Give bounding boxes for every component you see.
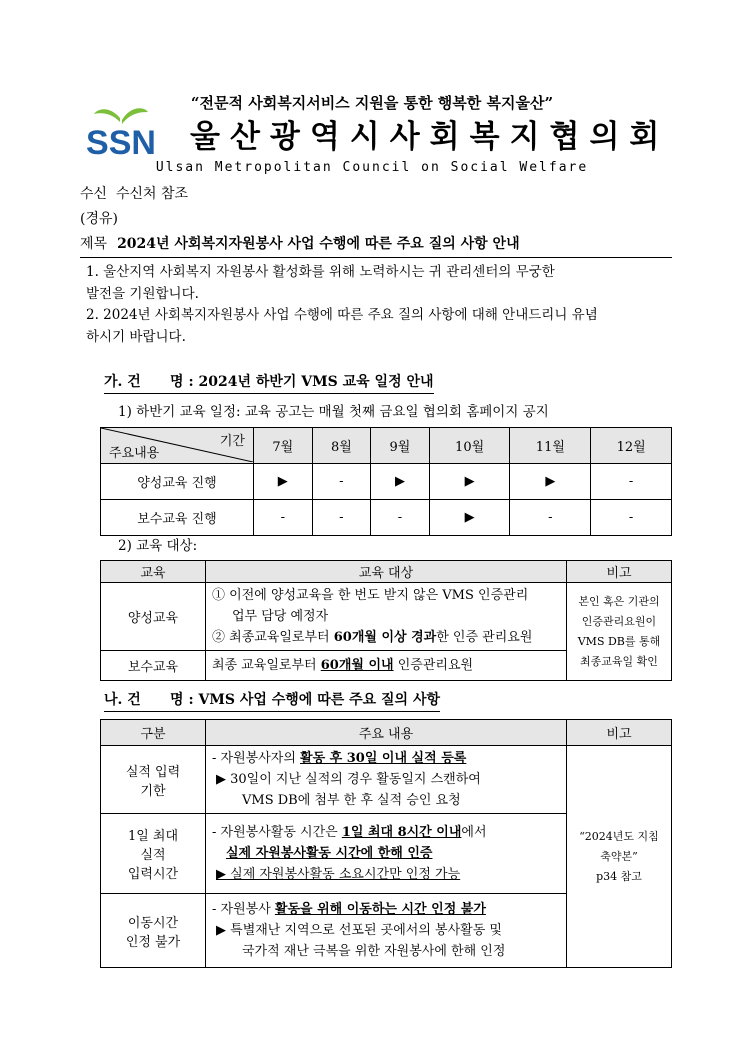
qa-row [101, 746, 672, 814]
schedule-row [101, 500, 672, 536]
section-a-sub1: 1) 하반기 교육 일정: 교육 공고는 매월 첫째 금요일 협의회 홈페이지 공지 [118, 404, 549, 420]
via-line: (경유) [80, 211, 118, 227]
schedule-cell: - [591, 464, 672, 500]
recipient-value: 수신처 참조 [115, 186, 189, 202]
logo-text: SSN [86, 124, 156, 160]
qa-row-label: 1일 최대 실적 입력시간 [101, 814, 206, 894]
target-header: 교육 [101, 561, 206, 583]
schedule-header-row [101, 428, 672, 464]
target-header: 비고 [567, 561, 672, 583]
paragraph-2-line-1: 2. 2024년 사회복지자원봉사 사업 수행에 따른 주요 질의 사항에 대해 안내드리니 유념 [86, 307, 598, 323]
target-line: ② 최종교육일로부터 60개월 이상 경과한 인증 관리요원 [212, 630, 533, 645]
target-line: ① 이전에 양성교육을 한 번도 받지 않은 VMS 인증관리 [212, 588, 529, 603]
qa-table [100, 719, 672, 968]
schedule-cell: - [371, 500, 430, 536]
month-header: 7월 [254, 428, 313, 464]
paragraph-1-line-2: 발전을 기원합니다. [86, 286, 199, 302]
target-row [101, 583, 672, 651]
target-header-row [101, 561, 672, 583]
corner-period: 기간 [219, 434, 245, 449]
schedule-row [101, 464, 672, 500]
schedule-cell: ▶ [429, 500, 510, 536]
target-table [100, 560, 672, 681]
month-header: 9월 [371, 428, 430, 464]
target-row-label: 보수교육 [101, 651, 206, 681]
month-header: 12월 [591, 428, 672, 464]
target-row-label: 양성교육 [101, 583, 206, 651]
qa-note: “2024년도 지침 축약본” p34 참고 [567, 746, 672, 968]
subject-label: 제목 [80, 236, 108, 252]
qa-header: 비고 [567, 720, 672, 746]
slogan: “전문적 사회복지서비스 지원을 통한 행복한 복지울산” [190, 94, 554, 112]
qa-header-row [101, 720, 672, 746]
paragraph-2 [86, 304, 672, 348]
schedule-cell: ▶ [371, 464, 430, 500]
org-name-en: Ulsan Metropolitan Council on Social Welfare [155, 160, 589, 175]
schedule-cell: ▶ [510, 464, 591, 500]
recipient-line [80, 183, 188, 203]
qa-row-label: 이동시간 인정 불가 [101, 894, 206, 968]
schedule-row-label: 보수교육 진행 [101, 500, 254, 536]
corner-content: 주요내용 [109, 446, 160, 461]
section-a-sub2: 2) 교육 대상: [118, 538, 198, 554]
org-name-ko: 울산광역시사회복지협의회 [190, 119, 670, 155]
qa-row-content: - 자원봉사 활동을 위해 이동하는 시간 인정 불가 ▶ 특별재난 지역으로 선포된 곳에서의 봉사활동 및 국가적 재난 극복을 위한 자원봉사에 한해 인정 [206, 894, 567, 968]
qa-header: 구분 [101, 720, 206, 746]
ssn-logo [80, 104, 162, 160]
qa-row-content: - 자원봉사자의 활동 후 30일 이내 실적 등록 ▶ 30일이 지난 실적의 경우 활동일지 스캔하여 VMS DB에 첨부 한 후 실적 승인 요청 [206, 746, 567, 814]
section-b-title: 나. 건 명 : VMS 사업 수행에 따른 주요 질의 사항 [104, 689, 440, 712]
paragraph-2-line-2: 하시기 바랍니다. [86, 329, 186, 345]
subject-text: 2024년 사회복지자원봉사 사업 수행에 따른 주요 질의 사항 안내 [117, 236, 520, 252]
month-header: 8월 [312, 428, 371, 464]
schedule-row-label: 양성교육 진행 [101, 464, 254, 500]
qa-row-label: 실적 입력 기한 [101, 746, 206, 814]
schedule-table [100, 427, 672, 536]
schedule-cell: - [510, 500, 591, 536]
qa-row-content: - 자원봉사활동 시간은 1일 최대 8시간 이내에서 실제 자원봉사활동 시간에 한해 인증 ▶ 실제 자원봉사활동 소요시간만 인정 가능 [206, 814, 567, 894]
schedule-cell: - [312, 464, 371, 500]
target-line: 업무 담당 예정자 [232, 609, 329, 624]
schedule-cell: - [312, 500, 371, 536]
month-header: 11월 [510, 428, 591, 464]
month-header: 10월 [429, 428, 510, 464]
paragraph-1-line-1: 1. 울산지역 사회복지 자원봉사 활성화를 위해 노력하시는 귀 관리센터의 무궁한 [86, 264, 555, 280]
target-row-content: 최종 교육일로부터 60개월 이내 인증관리요원 [206, 651, 567, 681]
qa-header: 주요 내용 [206, 720, 567, 746]
schedule-corner-cell [101, 428, 254, 464]
schedule-cell: - [254, 500, 313, 536]
subject-line [80, 233, 672, 258]
recipient-label: 수신 [80, 186, 108, 202]
schedule-cell: - [591, 500, 672, 536]
schedule-cell: ▶ [254, 464, 313, 500]
target-note: 본인 혹은 기관의 인증관리요원이 VMS DB를 통해 최종교육일 확인 [567, 583, 672, 681]
schedule-cell: ▶ [429, 464, 510, 500]
paragraph-1 [86, 261, 672, 305]
target-header: 교육 대상 [206, 561, 567, 583]
section-a-title: 가. 건 명 : 2024년 하반기 VMS 교육 일정 안내 [104, 371, 434, 394]
target-row-content [206, 583, 567, 651]
